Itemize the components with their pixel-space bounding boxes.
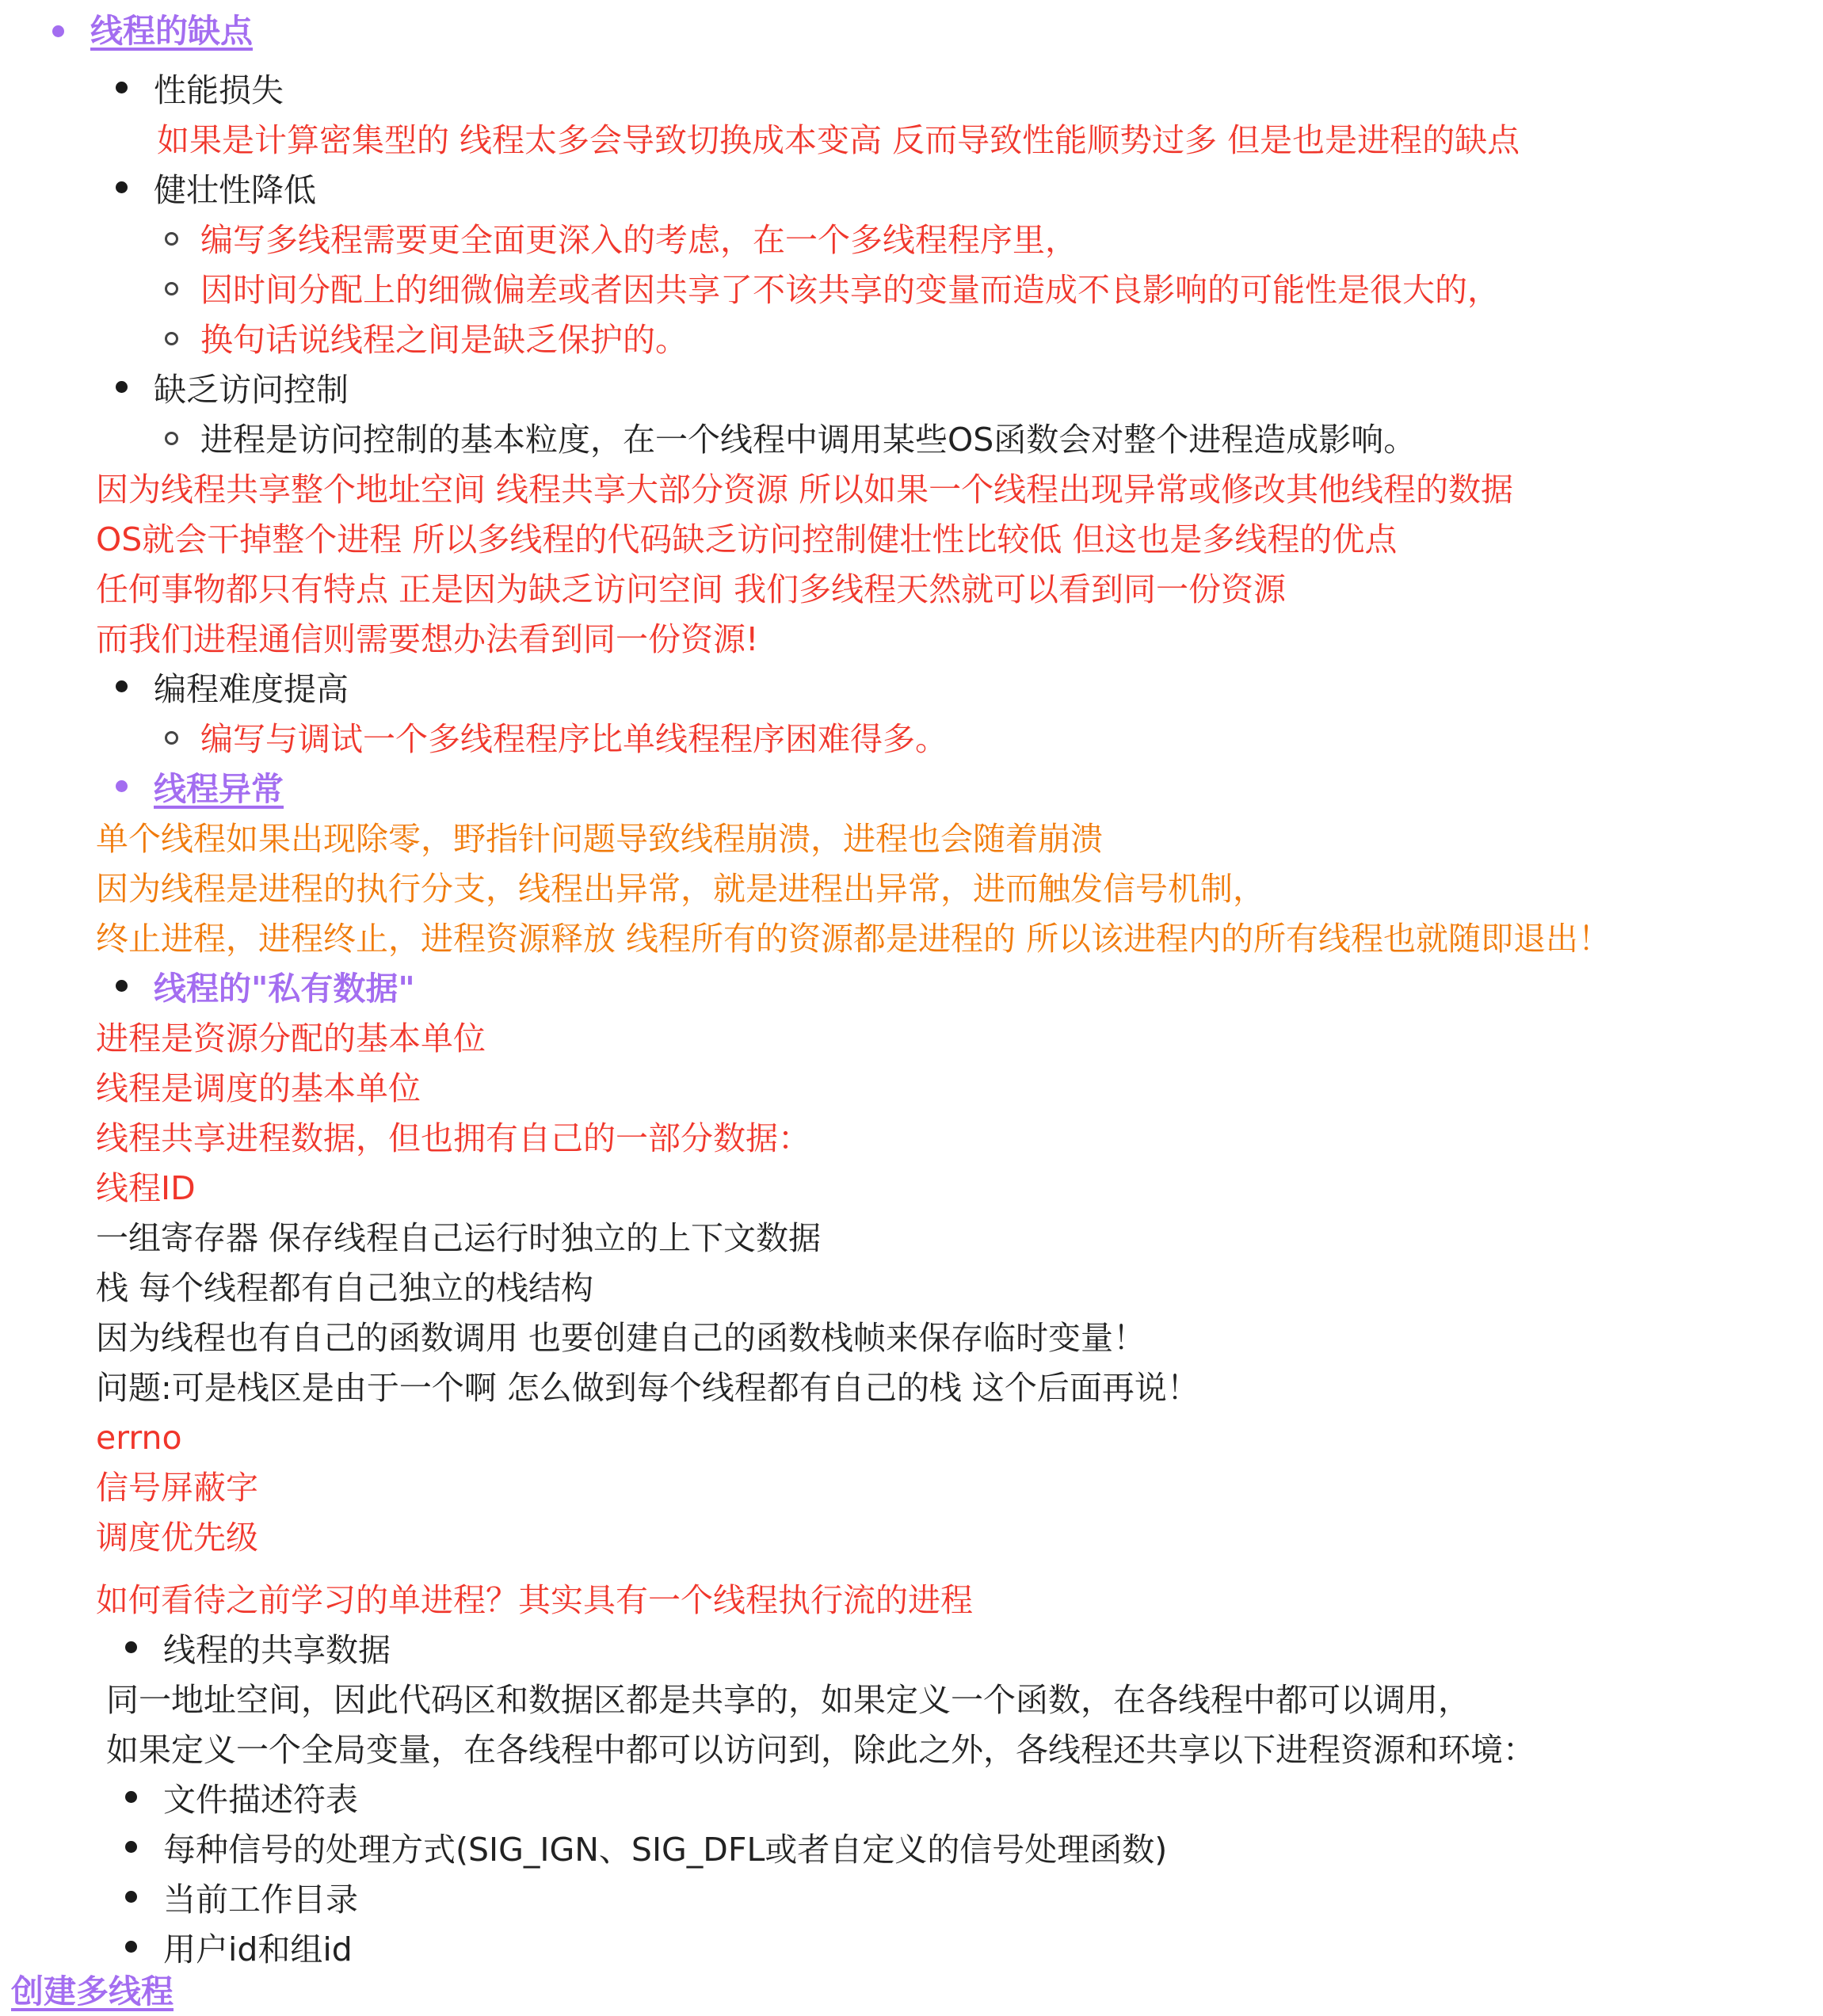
note-line: 终止进程，进程终止，进程资源释放 线程所有的资源都是进程的 所以该进程内的所有线程也就随即退出！ — [96, 920, 1611, 958]
list-item: 当前工作目录 — [163, 1881, 358, 1919]
note-line: 任何事物都只有特点 正是因为缺乏访问空间 我们多线程天然就可以看到同一份资源 — [96, 570, 1287, 608]
note-line: 因为线程是进程的执行分支，线程出异常，就是进程出异常，进而触发信号机制， — [96, 870, 1265, 908]
list-bullet — [116, 82, 128, 93]
note-line: OS就会干掉整个进程 所以多线程的代码缺乏访问控制健壮性比较低 但这也是多线程的优点 — [96, 520, 1398, 558]
note-line: 而我们进程通信则需要想办法看到同一份资源! — [96, 620, 759, 658]
list-bullet — [116, 181, 128, 193]
body-line: 因为线程也有自己的函数调用 也要创建自己的函数栈帧来保存临时变量！ — [96, 1319, 1146, 1357]
note-line: 线程是调度的基本单位 — [96, 1069, 421, 1107]
list-bullet — [125, 1791, 137, 1803]
list-item: 用户id和组id — [163, 1930, 353, 1968]
sub-list-item: 进程是访问控制的基本粒度，在一个线程中调用某些OS函数会对整个进程造成影响。 — [200, 421, 1417, 459]
body-line: 问题:可是栈区是由于一个啊 怎么做到每个线程都有自己的栈 这个后面再说！ — [96, 1369, 1199, 1407]
note-line: errno — [96, 1419, 182, 1457]
list-bullet — [116, 680, 128, 692]
sub-list-ring — [165, 232, 178, 246]
body-line: 如果定义一个全局变量，在各线程中都可以访问到，除此之外，各线程还共享以下进程资源和环境： — [106, 1731, 1535, 1769]
sub-list-item: 编写多线程需要更全面更深入的考虑，在一个多线程程序里， — [200, 221, 1077, 259]
heading-exception[interactable]: 线程异常 — [154, 770, 284, 808]
list-bullet — [116, 381, 128, 393]
body-line: 同一地址空间，因此代码区和数据区都是共享的，如果定义一个函数，在各线程中都可以调用， — [106, 1681, 1470, 1719]
heading-disadvantages[interactable]: 线程的缺点 — [90, 12, 253, 50]
note-line: 线程共享进程数据，但也拥有自己的一部分数据： — [96, 1119, 810, 1157]
list-item-access-control: 缺乏访问控制 — [154, 371, 349, 409]
heading-bullet — [116, 780, 128, 792]
sub-list-ring — [165, 432, 178, 445]
heading-private-data: 线程的"私有数据" — [154, 970, 415, 1008]
list-item-shared-data: 线程的共享数据 — [163, 1631, 391, 1669]
list-item-perf-loss: 性能损失 — [154, 71, 284, 109]
sub-list-item: 换句话说线程之间是缺乏保护的。 — [200, 321, 688, 359]
list-item: 文件描述符表 — [163, 1781, 358, 1819]
body-line: 一组寄存器 保存线程自己运行时独立的上下文数据 — [96, 1219, 822, 1257]
list-item-robustness: 健壮性降低 — [154, 171, 316, 209]
note-line: 单个线程如果出现除零，野指针问题导致线程崩溃，进程也会随着崩溃 — [96, 820, 1103, 858]
list-bullet — [125, 1641, 137, 1653]
note-line: 因为线程共享整个地址空间 线程共享大部分资源 所以如果一个线程出现异常或修改其他线程的数据 — [96, 471, 1514, 509]
heading-create-threads[interactable]: 创建多线程 — [11, 1972, 174, 2010]
sub-list-ring — [165, 332, 178, 345]
list-item: 每种信号的处理方式(SIG_IGN、SIG_DFL或者自定义的信号处理函数) — [163, 1831, 1168, 1869]
list-bullet — [116, 980, 128, 992]
sub-list-ring — [165, 731, 178, 745]
note-line: 调度优先级 — [96, 1519, 258, 1557]
sub-list-ring — [165, 282, 178, 295]
note-perf-loss: 如果是计算密集型的 线程太多会导致切换成本变高 反而导致性能顺势过多 但是也是进程的缺点 — [157, 121, 1520, 159]
body-line: 栈 每个线程都有自己独立的栈结构 — [96, 1269, 594, 1307]
question-line: 如何看待之前学习的单进程？其实具有一个线程执行流的进程 — [96, 1581, 973, 1619]
heading-bullet — [52, 25, 64, 37]
list-bullet — [125, 1941, 137, 1953]
sub-list-item: 编写与调试一个多线程程序比单线程程序困难得多。 — [200, 720, 948, 758]
list-item-difficulty: 编程难度提高 — [154, 670, 349, 708]
list-bullet — [125, 1891, 137, 1903]
note-line: 信号屏蔽字 — [96, 1469, 258, 1507]
sub-list-item: 因时间分配上的细微偏差或者因共享了不该共享的变量而造成不良影响的可能性是很大的， — [200, 271, 1500, 309]
note-line: 进程是资源分配的基本单位 — [96, 1019, 486, 1058]
note-line: 线程ID — [96, 1169, 196, 1207]
list-bullet — [125, 1841, 137, 1853]
